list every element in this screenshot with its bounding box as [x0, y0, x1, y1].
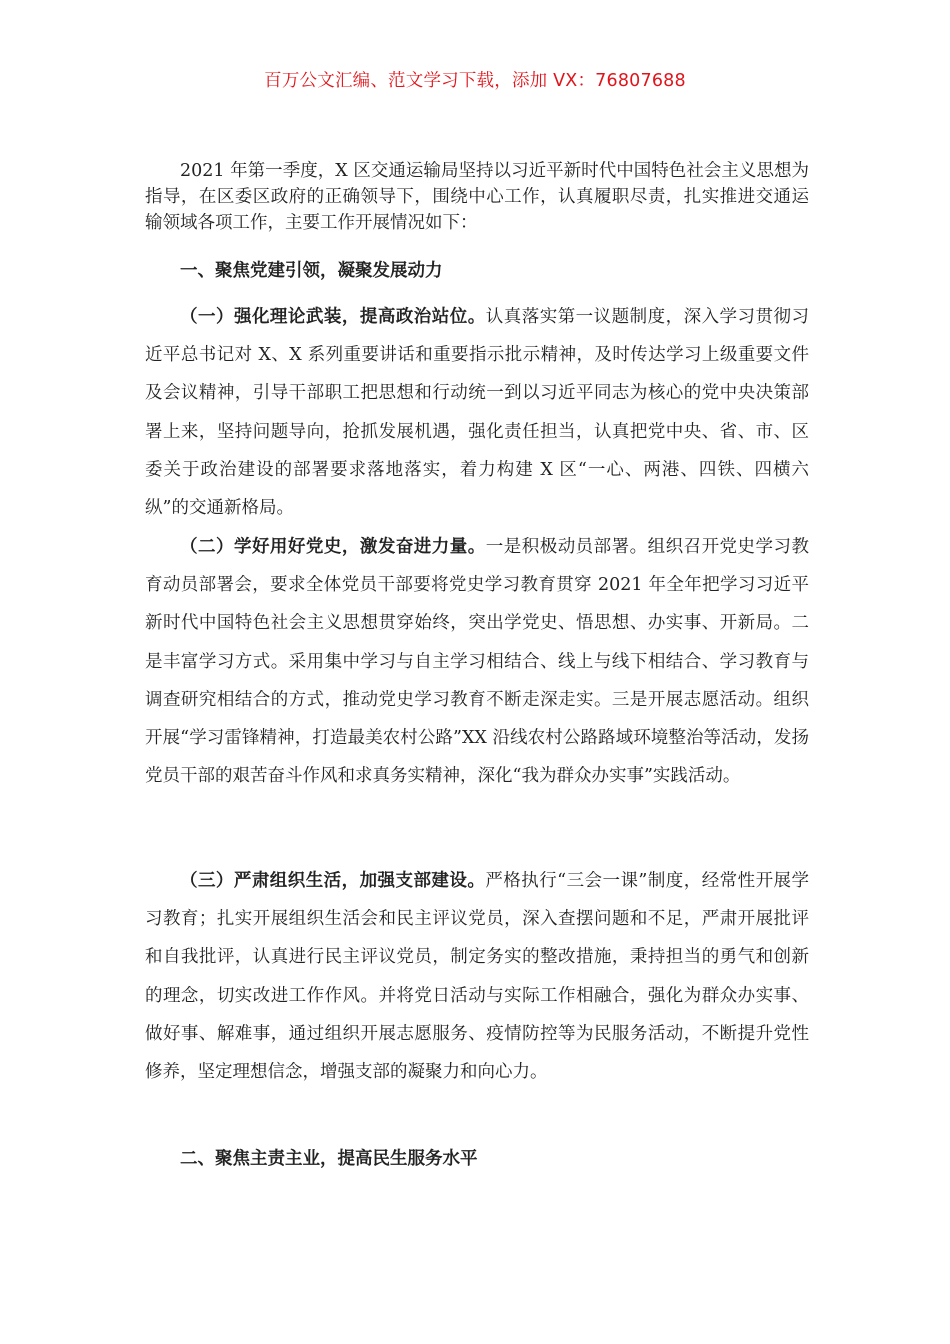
- subsection-body-3: 严格执行“三会一课”制度，经常性开展学习教育；扎实开展组织生活会和民主评议党员，深入查摆问题和不足，严肃开展批评和自我批评，认真进行民主评议党员，制定务实的整改措施，秉持担当的勇气和创新的理念，切实改进工作作风。并将党日活动与实际工作相融合，强化为群众办实事、做好事、解难事，通过组织开展志愿服务、疫情防控等为民服务活动，不断提升党性修养，坚定理想信念，增强支部的凝聚力和向心力。: [145, 871, 809, 1083]
- section-heading-2: 二、聚焦主责主业，提高民生服务水平: [180, 1149, 478, 1169]
- subsection-paragraph-1: [145, 298, 809, 527]
- subsection-paragraph-3: [145, 862, 809, 1091]
- subsection-paragraph-2: [145, 528, 809, 795]
- section-heading-1: 一、聚焦党建引领，凝聚发展动力: [180, 261, 443, 281]
- subsection-body-2: 一是积极动员部署。组织召开党史学习教育动员部署会，要求全体党员干部要将党史学习教育贯穿 2021 年全年把学习习近平新时代中国特色社会主义思想贯穿始终，突出学党史、悟思想、办实事、开新局。二是丰富学习方式。采用集中学习与自主学习相结合、线上与线下相结合、学习教育与调查研究相结合的方式，推动党史学习教育不断走深走实。三是开展志愿活动。组织开展“学习雷锋精神，打造最美农村公路”XX 沿线农村公路路域环境整治等活动，发扬党员干部的艰苦奋斗作风和求真务实精神，深化“我为群众办实事”实践活动。: [145, 537, 809, 787]
- intro-paragraph: 2021 年第一季度，X 区交通运输局坚持以习近平新时代中国特色社会主义思想为指导，在区委区政府的正确领导下，围绕中心工作，认真履职尽责，扎实推进交通运输领域各项工作，主要工作开展情况如下：: [145, 161, 809, 233]
- promo-banner: 百万公文汇编、范文学习下载，添加 VX：76807688: [264, 71, 686, 91]
- subsection-body-1: 认真落实第一议题制度，深入学习贯彻习近平总书记对 X、X 系列重要讲话和重要指示批示精神，及时传达学习上级重要文件及会议精神，引导干部职工把思想和行动统一到以习近平同志为核心的党中央决策部署上来，坚持问题导向，抢抓发展机遇，强化责任担当，认真把党中央、省、市、区委关于政治建设的部署要求落地落实，着力构建 X 区“一心、两港、四铁、四横六纵”的交通新格局。: [145, 307, 809, 519]
- subsection-title-1: （一）强化理论武装，提高政治站位。: [180, 307, 486, 327]
- subsection-title-2: （二）学好用好党史，激发奋进力量。: [180, 537, 486, 557]
- subsection-title-3: （三）严肃组织生活，加强支部建设。: [180, 871, 486, 891]
